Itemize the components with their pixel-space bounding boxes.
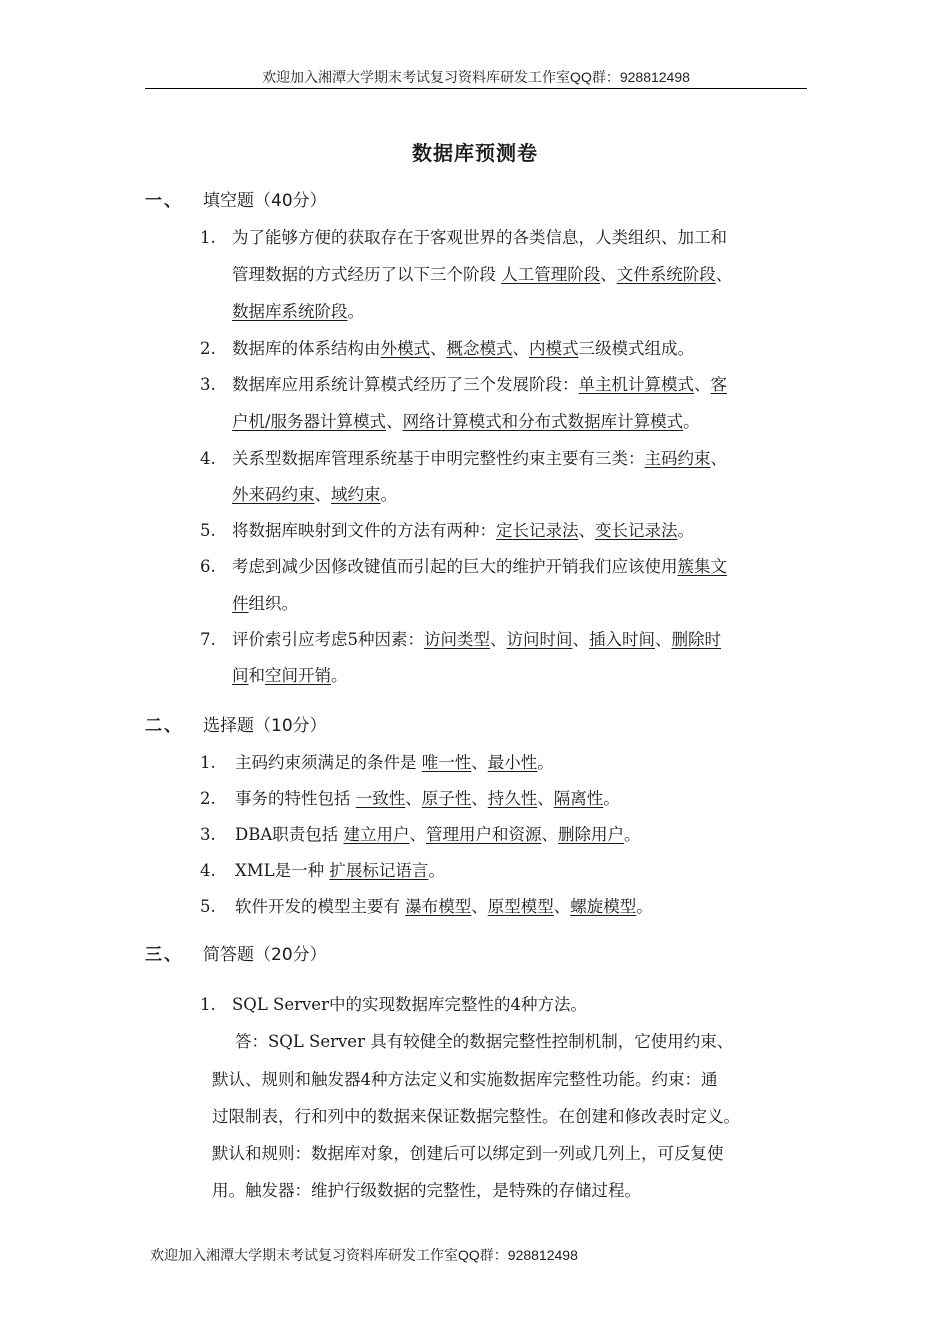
question-line — [232, 298, 364, 326]
question-number: 5. — [200, 897, 216, 916]
answer-blank: 瀑布模型 — [405, 897, 472, 916]
answer-blank: 插入时间 — [589, 630, 655, 649]
question-text: 三级模式组成。 — [578, 339, 694, 358]
answer-line: 默认、规则和触发器4种方法定义和实施数据库完整性功能。约束：通 — [212, 1070, 718, 1089]
question-line — [232, 261, 732, 289]
question-text: 评价索引应考虑5种因素： — [232, 630, 424, 649]
question-content — [235, 821, 641, 849]
question-text: 组织。 — [248, 594, 298, 613]
section-title: 简答题（20分） — [203, 945, 327, 965]
answer-blank: 原型模型 — [487, 897, 554, 916]
question-number: 3. — [200, 825, 216, 844]
answer-blank: 件 — [232, 594, 249, 613]
question-text: 数据库的体系结构由 — [232, 339, 381, 358]
question-text: 考虑到减少因修改键值而引起的巨大的维护开销我们应该使用 — [232, 557, 678, 576]
question-text: 为了能够方便的获取存在于客观世界的各类信息，人类组织、加工和 — [232, 228, 727, 247]
question-number: 1. — [200, 228, 216, 247]
answer-blank: 访问类型 — [424, 630, 490, 649]
separator: 。 — [683, 412, 700, 431]
question-content — [232, 445, 727, 473]
section-number: 三、 — [145, 945, 183, 965]
answer-blank: 网络计算模式和分布式数据库计算模式 — [402, 412, 684, 431]
separator: 、 — [541, 825, 559, 844]
separator: 、 — [715, 265, 733, 284]
question-number: 3. — [200, 375, 216, 394]
separator: 、 — [490, 630, 507, 649]
question-number: 4. — [200, 449, 216, 468]
answer-blank: 簇集文 — [677, 557, 727, 576]
answer-blank: 扩展标记语言 — [329, 861, 429, 880]
question-number: 5. — [200, 521, 216, 540]
question-content — [232, 371, 727, 399]
question-number: 2. — [200, 339, 216, 358]
question-text: DBA职责包括 — [235, 825, 344, 844]
separator: 。 — [677, 521, 694, 540]
answer-blank: 原子性 — [421, 789, 472, 808]
answer-blank: 域约束 — [331, 485, 381, 504]
separator: 、 — [386, 412, 403, 431]
separator: 、 — [512, 339, 529, 358]
answer-line: 答：SQL Server 具有较健全的数据完整性控制机制，它使用约束、 — [235, 1032, 734, 1051]
question-line — [232, 662, 348, 690]
answer-blank: 文件系统阶段 — [616, 265, 716, 284]
separator: 。 — [380, 485, 397, 504]
question-text: 将数据库映射到文件的方法有两种： — [232, 521, 496, 540]
separator: 、 — [655, 630, 672, 649]
answer-line: 用。触发器：维护行级数据的完整性，是特殊的存储过程。 — [212, 1181, 641, 1200]
answer-blank: 客 — [710, 375, 727, 394]
answer-blank: 最小性 — [487, 753, 538, 772]
separator: 、 — [578, 521, 595, 540]
separator: 。 — [331, 666, 348, 685]
answer-blank: 隔离性 — [553, 789, 604, 808]
answer-blank: 户机/服务器计算模式 — [232, 412, 387, 431]
answer-line: 过限制表，行和列中的数据来保证数据完整性。在创建和修改表时定义。 — [212, 1107, 740, 1126]
answer-blank: 持久性 — [487, 789, 538, 808]
separator: 。 — [624, 825, 641, 844]
question-text: 事务的特性包括 — [235, 789, 356, 808]
question-number: 2. — [200, 789, 216, 808]
question-number: 1. — [200, 753, 216, 772]
answer-blank: 间 — [232, 666, 249, 685]
separator: 、 — [710, 449, 727, 468]
answer-blank: 变长记录法 — [595, 521, 678, 540]
answer-blank: 一致性 — [355, 789, 406, 808]
answer-line: 默认和规则：数据库对象，创建后可以绑定到一列或几列上，可反复使 — [212, 1144, 724, 1163]
separator: 、 — [314, 485, 331, 504]
question-content — [235, 857, 445, 885]
question-number: 7. — [200, 630, 216, 649]
question-text: 和 — [248, 666, 265, 685]
page-header: 欢迎加入湘潭大学期末考试复习资料库研发工作室QQ群：928812498 — [262, 69, 690, 85]
question-content — [235, 893, 653, 921]
answer-blank: 管理用户和资源 — [426, 825, 542, 844]
header-rule — [145, 88, 807, 89]
separator: 。 — [636, 897, 653, 916]
page-footer: 欢迎加入湘潭大学期末考试复习资料库研发工作室QQ群：928812498 — [150, 1247, 578, 1263]
question-text: 软件开发的模型主要有 — [235, 897, 406, 916]
answer-blank: 建立用户 — [343, 825, 410, 844]
answer-blank: 数据库系统阶段 — [232, 302, 348, 321]
answer-blank: 内模式 — [529, 339, 579, 358]
answer-blank: 螺旋模型 — [570, 897, 637, 916]
separator: 、 — [694, 375, 711, 394]
answer-blank: 概念模式 — [446, 339, 513, 358]
section-title: 填空题（40分） — [203, 191, 327, 211]
question-content — [232, 553, 727, 581]
answer-blank: 唯一性 — [421, 753, 472, 772]
answer-blank: 删除用户 — [558, 825, 625, 844]
answer-blank: 外来码约束 — [232, 485, 315, 504]
question-content — [235, 785, 620, 813]
separator: 、 — [537, 789, 554, 808]
answer-blank: 空间开销 — [265, 666, 331, 685]
separator: 、 — [430, 339, 447, 358]
question-content — [232, 335, 694, 363]
question-text: 管理数据的方式经历了以下三个阶段 — [232, 265, 502, 284]
separator: 、 — [471, 897, 488, 916]
separator: 、 — [600, 265, 617, 284]
section-number: 一、 — [145, 191, 183, 211]
answer-blank: 外模式 — [380, 339, 430, 358]
answer-blank: 访问时间 — [506, 630, 573, 649]
separator: 。 — [537, 753, 554, 772]
question-text: 数据库应用系统计算模式经历了三个发展阶段： — [232, 375, 579, 394]
question-number: 6. — [200, 557, 216, 576]
question-number: 1. — [200, 995, 216, 1014]
answer-blank: 删除时 — [671, 630, 721, 649]
separator: 、 — [471, 789, 488, 808]
question-line — [232, 590, 298, 618]
question-content — [235, 749, 554, 777]
question-text: SQL Server中的实现数据库完整性的4种方法。 — [232, 995, 587, 1014]
section-title: 选择题（10分） — [203, 716, 327, 736]
page-title: 数据库预测卷 — [412, 141, 538, 165]
separator: 。 — [428, 861, 445, 880]
separator: 、 — [553, 897, 571, 916]
question-number: 4. — [200, 861, 216, 880]
separator: 、 — [409, 825, 427, 844]
question-content — [232, 517, 694, 545]
separator: 。 — [603, 789, 620, 808]
separator: 、 — [405, 789, 422, 808]
answer-blank: 人工管理阶段 — [501, 265, 601, 284]
question-line — [232, 481, 397, 509]
question-text: 主码约束须满足的条件是 — [235, 753, 422, 772]
question-text: XML是一种 — [235, 861, 330, 880]
question-content — [232, 626, 721, 654]
answer-blank: 单主机计算模式 — [578, 375, 694, 394]
answer-blank: 定长记录法 — [496, 521, 579, 540]
separator: 。 — [347, 302, 364, 321]
section-number: 二、 — [145, 716, 183, 736]
question-line — [232, 408, 700, 436]
question-text: 关系型数据库管理系统基于申明完整性约束主要有三类： — [232, 449, 645, 468]
answer-blank: 主码约束 — [644, 449, 711, 468]
separator: 、 — [471, 753, 488, 772]
separator: 、 — [572, 630, 589, 649]
